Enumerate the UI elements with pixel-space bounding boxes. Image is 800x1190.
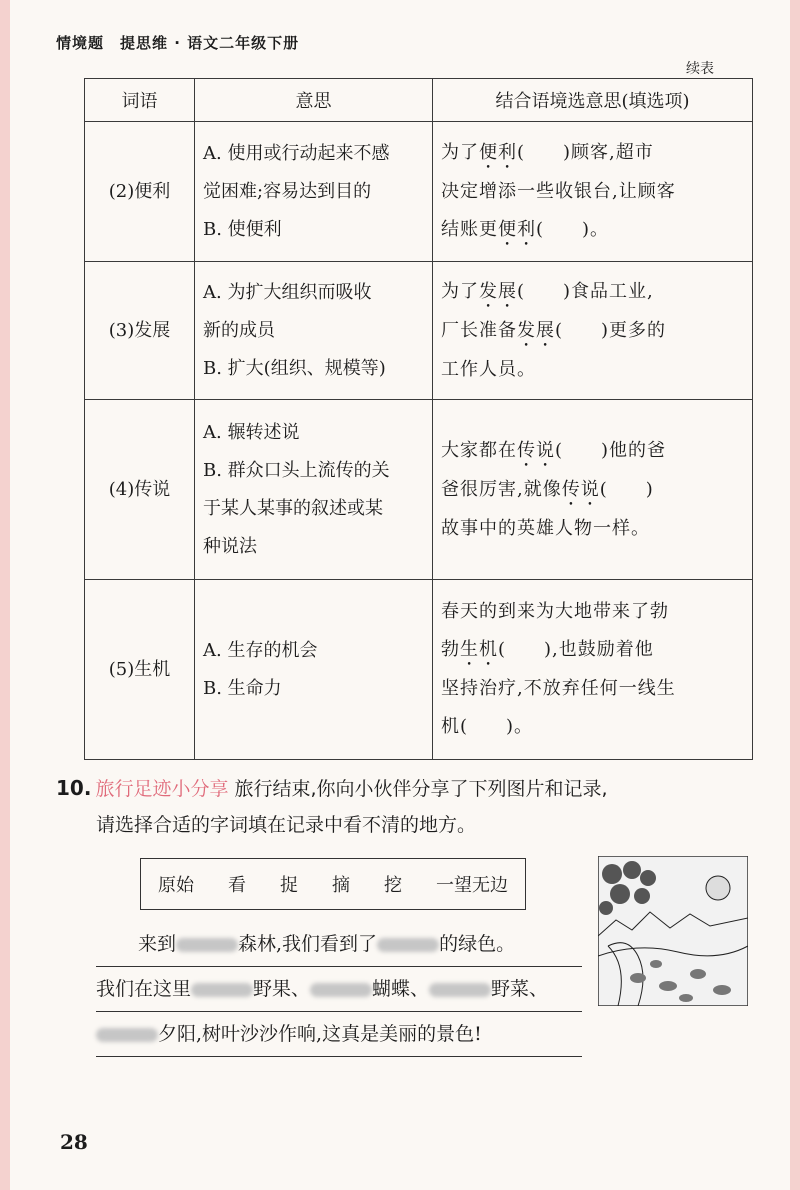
context-line: 结账更便利( )。 bbox=[441, 218, 610, 240]
word-option: 看 bbox=[228, 875, 246, 896]
word-cell: (4)传说 bbox=[85, 400, 195, 580]
meaning-line: 新的成员 bbox=[203, 319, 275, 341]
word-option: 原始 bbox=[158, 875, 194, 896]
blurred-blank[interactable] bbox=[96, 1028, 158, 1042]
record-text: 野果、 bbox=[253, 978, 311, 1000]
context-line: 坚持治疗,不放弃任何一线生 bbox=[441, 678, 676, 699]
word-option: 一望无边 bbox=[436, 875, 508, 896]
meaning-cell bbox=[195, 400, 433, 580]
meaning-line: B. 扩大(组织、规模等) bbox=[203, 357, 386, 379]
question-title: 旅行足迹小分享 bbox=[95, 778, 229, 800]
page-edge-left bbox=[0, 0, 10, 1190]
context-line: 春天的到来为大地带来了勃 bbox=[441, 601, 669, 622]
word-option: 摘 bbox=[332, 875, 350, 896]
context-cell bbox=[433, 580, 753, 760]
record-line-3 bbox=[96, 1012, 582, 1057]
book-title: 提思维 · 语文二年级下册 bbox=[120, 34, 300, 52]
context-line: 工作人员。 bbox=[441, 358, 536, 380]
word-option: 捉 bbox=[280, 875, 298, 896]
meaning-line: A. 使用或行动起来不感 bbox=[203, 142, 390, 164]
context-line: 厂长准备发展( )更多的 bbox=[441, 319, 667, 341]
word-cell: (5)生机 bbox=[85, 580, 195, 760]
blurred-blank[interactable] bbox=[176, 938, 238, 952]
record-line-2 bbox=[96, 967, 582, 1012]
context-line: 大家都在传说( )他的爸 bbox=[441, 439, 667, 461]
record-text: 野菜、 bbox=[491, 978, 549, 1000]
word-cell: (2)便利 bbox=[85, 122, 195, 262]
series-name: 情境题 bbox=[56, 34, 105, 52]
table-row bbox=[85, 400, 753, 580]
meaning-line: A. 辗转述说 bbox=[203, 421, 300, 443]
context-line: 为了发展( )食品工业, bbox=[441, 280, 654, 302]
context-cell bbox=[433, 122, 753, 262]
record-text: 的绿色。 bbox=[439, 933, 516, 955]
meaning-line: B. 群众口头上流传的关 bbox=[203, 459, 390, 481]
record-text: 蝴蝶、 bbox=[372, 978, 430, 1000]
question-number: 10. bbox=[56, 776, 92, 800]
record-text: 来到 bbox=[138, 933, 177, 955]
meaning-cell bbox=[195, 122, 433, 262]
meaning-line: A. 为扩大组织而吸收 bbox=[203, 281, 372, 303]
table-header-row bbox=[85, 79, 753, 122]
context-line: 勃生机( ),也鼓励着他 bbox=[441, 639, 654, 660]
page-number: 28 bbox=[60, 1130, 88, 1154]
meaning-line: 于某人某事的叙述或某 bbox=[203, 497, 383, 519]
meaning-line: A. 生存的机会 bbox=[203, 639, 318, 661]
question-10-line-1 bbox=[56, 770, 756, 807]
meaning-line: 觉困难;容易达到目的 bbox=[203, 180, 372, 202]
word-option: 挖 bbox=[384, 875, 402, 896]
record-text: 森林,我们看到了 bbox=[238, 933, 378, 955]
blurred-blank[interactable] bbox=[191, 983, 253, 997]
context-line: 为了便利( )顾客,超市 bbox=[441, 141, 654, 163]
word-options-box bbox=[140, 858, 526, 910]
header-word: 词语 bbox=[85, 79, 195, 122]
blurred-blank[interactable] bbox=[429, 983, 491, 997]
blurred-blank[interactable] bbox=[377, 938, 439, 952]
header-meaning: 意思 bbox=[195, 79, 433, 122]
question-text-2: 请选择合适的字词填在记录中看不清的地方。 bbox=[96, 814, 477, 836]
record-text: 夕阳,树叶沙沙作响,这真是美丽的景色! bbox=[158, 1023, 482, 1045]
word-meaning-table bbox=[84, 78, 753, 760]
table-row bbox=[85, 122, 753, 262]
question-text-1: 旅行结束,你向小伙伴分享了下列图片和记录, bbox=[234, 778, 608, 800]
header-context: 结合语境选意思(填选项) bbox=[433, 79, 753, 122]
context-line: 故事中的英雄人物一样。 bbox=[441, 517, 650, 539]
travel-record bbox=[96, 922, 582, 1057]
context-cell bbox=[433, 400, 753, 580]
page-header bbox=[56, 32, 299, 53]
word-cell: (3)发展 bbox=[85, 262, 195, 400]
table-row bbox=[85, 580, 753, 760]
meaning-line: B. 使便利 bbox=[203, 218, 282, 240]
meaning-line: 种说法 bbox=[203, 535, 257, 557]
context-cell bbox=[433, 262, 753, 400]
table-row bbox=[85, 262, 753, 400]
continued-label: 续表 bbox=[686, 61, 714, 77]
question-10 bbox=[56, 770, 756, 843]
record-line-1 bbox=[96, 922, 582, 967]
meaning-line: B. 生命力 bbox=[203, 677, 282, 699]
page-edge-right bbox=[790, 0, 800, 1190]
context-line: 机( )。 bbox=[441, 716, 534, 737]
meaning-cell bbox=[195, 580, 433, 760]
context-line: 爸很厉害,就像传说( ) bbox=[441, 478, 654, 500]
context-line: 决定增添一些收银台,让顾客 bbox=[441, 180, 676, 202]
forest-illustration bbox=[598, 856, 748, 1006]
meaning-cell bbox=[195, 262, 433, 400]
record-text: 我们在这里 bbox=[96, 978, 192, 1000]
blurred-blank[interactable] bbox=[310, 983, 372, 997]
